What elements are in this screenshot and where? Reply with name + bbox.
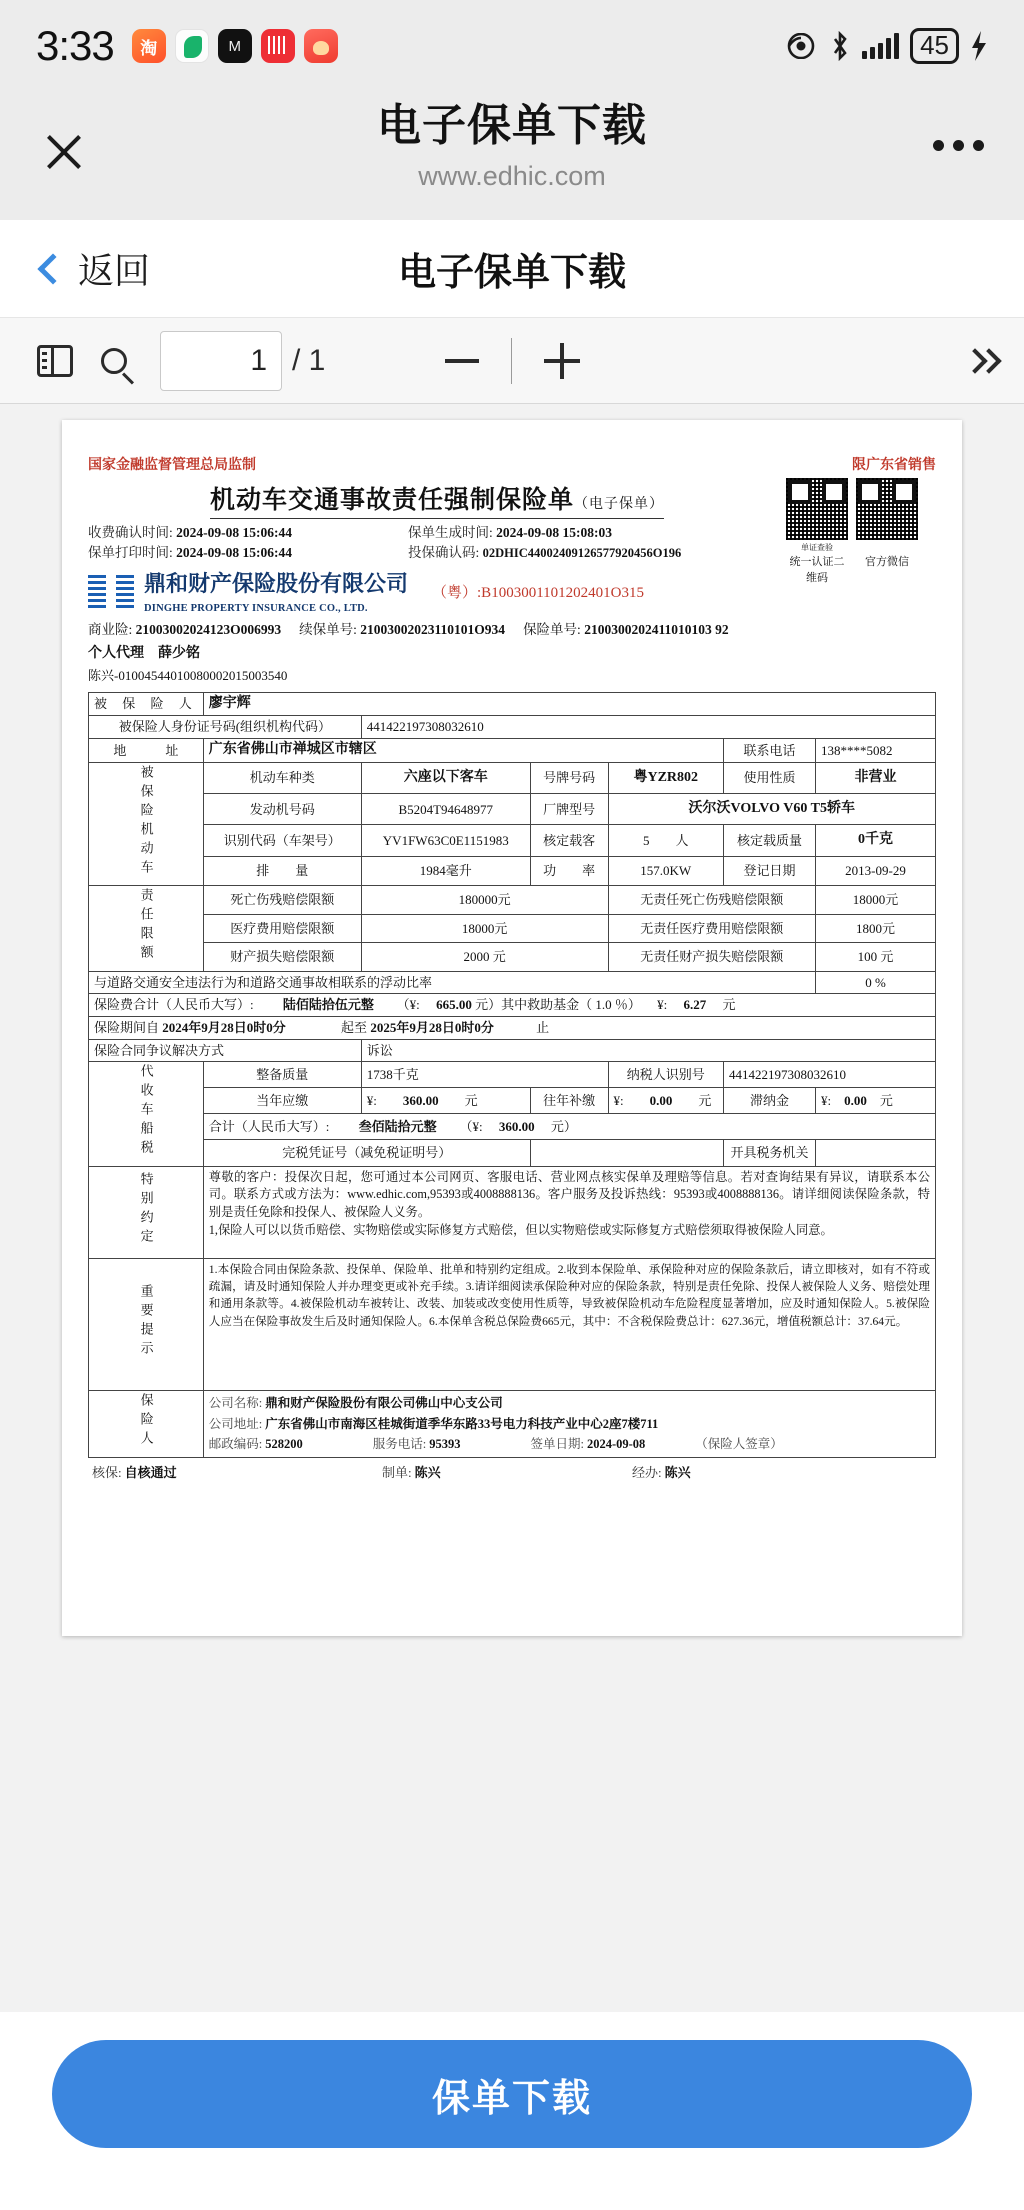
phone-value: 138****5082 [816,738,936,762]
company-logo-icon [88,574,134,608]
phone-label: 联系电话 [724,738,816,762]
underwrite-value: 自核通过 [124,1465,177,1481]
policy-label: 保险单号: [523,621,581,637]
usage-label: 使用性质 [724,762,816,793]
seats-value: 5 人 [608,825,724,856]
vehicle-type-value: 六座以下客车 [361,762,530,793]
model-value: 沃尔沃VOLVO V60 T5轿车 [608,794,936,825]
qr-codes [786,478,936,553]
table-row-period [89,1017,936,1040]
zoom-divider [511,338,512,384]
agent-row [88,642,786,662]
qr1-caption-small: 单证查验 [801,543,833,552]
document-title [210,480,664,519]
tax-total-label: 合计（人民币大写）: [208,1119,330,1135]
table-row-liability-2 [89,914,936,943]
tax-late-value: 0.00 [844,1093,867,1109]
table-row-dispute [89,1039,936,1062]
liability-group-label [89,886,204,972]
notice-group-label [89,1258,204,1390]
table-row-vehicle-3 [89,825,936,856]
document-header [88,454,936,689]
signal-icon [862,33,899,59]
underwrite-label: 核保: [92,1465,122,1481]
back-button[interactable] [42,243,150,294]
death-limit-nofault-value: 18000元 [816,886,936,915]
load-label: 核定载质量 [724,825,816,856]
insurer-content [203,1390,935,1458]
insured-name-value: 廖宇辉 [203,692,935,716]
vin-label: 识别代码（车架号） [203,825,361,856]
property-limit-nofault-value: 100 元 [816,943,936,972]
fund-amount: 6.27 [683,997,707,1013]
zoom-out-button[interactable] [445,359,479,363]
company-code: （粤）:B1003001101202401O315 [432,584,644,601]
tax-group-text: 代收车船税 [138,1064,154,1160]
notice-text: 1.本保险合同由保险条款、投保单、保险单、批单和特别约定组成。2.收到本保险单、承保险种对应的保险条款后，请立即核对，如有不符或疏漏，请及时通知保险人并办理变更或补充手续。3.请详细阅读承保险种对应的保险条款，特别是责任免除、投保人被保险人义务、赔偿处理和通用条款等。4.被保险机动车被转让、改装、加装或改变使用性质等，导致被保险机动车危险程度显著增加，应及时通知保险人。5.被保险人应当在保险事故发生后及时通知保险人。6.本保单含税总保险费665元，其中：不含税保险费总计：627.36元，增值税额总计：37.64元。 [208,1262,930,1328]
insurer-group-label [89,1390,204,1458]
document-title-wrap [88,480,786,519]
register-date-label: 登记日期 [724,856,816,886]
insured-name-label: 被 保 险 人 [89,692,204,716]
insurer-zip-label: 邮政编码: [208,1437,263,1452]
table-row-notice [89,1258,936,1390]
qr1-caption: 统一认证二维码 [789,556,845,584]
dispute-value: 诉讼 [361,1039,935,1062]
displacement-value: 1984毫升 [361,856,530,886]
premium-row [89,994,936,1017]
qr-code-image [786,478,848,540]
generate-value: 2024-09-08 15:08:03 [496,525,612,540]
premium-amount: 665.00 [436,997,472,1013]
tax-group-label [89,1062,204,1167]
death-limit-value: 180000元 [361,886,608,915]
agent-label: 个人代理 [88,645,144,661]
vin-value: YV1FW63C0E1151983 [361,825,530,856]
qr-unified-auth [786,478,848,553]
qr-code-image [856,478,918,540]
special-group-label [89,1166,204,1258]
fund-unit: 元 [722,997,736,1013]
page-subtitle-url: www.edhic.com [418,161,606,191]
commercial-label: 商业险: [88,621,133,637]
period-row [89,1017,936,1040]
tax-total-value: 360.00 [498,1119,535,1135]
document-footer [88,1462,936,1481]
web-header [0,92,1024,220]
table-row-vehicle-1 [89,762,936,793]
notice-group-text: 重要提示 [138,1283,154,1360]
vehicle-group-text: 被保险机动车 [138,764,154,879]
tax-late-symbol: ¥: [821,1093,832,1109]
commercial-value: 21003002024123O006993 [135,621,282,637]
page-total-label: / 1 [292,343,326,377]
death-limit-label: 死亡伤残赔偿限额 [203,886,361,915]
meta-row-1 [88,523,786,543]
table-row-tax-3 [89,1114,936,1140]
tax-total-unit: 元） [550,1119,577,1135]
meta-row-2 [88,543,786,563]
maker-label: 制单: [382,1465,412,1481]
nav-title: 电子保单下载 [397,252,626,294]
confirm-code-value: 02DHIC44002409126577920456O196 [482,546,682,561]
insurer-seal-note: （保险人签章） [695,1437,783,1452]
death-limit-nofault-label: 无责任死亡伤残赔偿限额 [608,886,816,915]
vehicle-type-label: 机动车种类 [203,762,361,793]
tax-total-words: 叁佰陆拾元整 [358,1119,437,1135]
displacement-label: 排 量 [203,856,361,886]
document-title-suffix: （电子保单） [574,497,664,512]
tax-authority-value [816,1140,936,1166]
table-row-tax-2 [89,1088,936,1114]
insurer-service-value: 95393 [429,1437,461,1452]
property-limit-nofault-label: 无责任财产损失赔偿限额 [608,943,816,972]
period-to-label: 起至 [341,1020,368,1036]
medical-limit-value: 18000元 [361,914,608,943]
tax-late-unit: 元 [879,1093,893,1109]
agent-code: 陈兴-01004544010080002015003540 [88,667,288,683]
insurer-group-text: 保险人 [138,1393,154,1451]
fee-confirm-value: 2024-09-08 15:06:44 [176,525,292,540]
charging-bolt-icon [970,31,988,61]
insurer-zip-value: 528200 [265,1437,303,1452]
tax-cert-label: 完税凭证号（减免税证明号） [203,1140,530,1166]
bottom-bar [0,2012,1024,2210]
tax-prev-amount [608,1088,724,1114]
pink-618-icon [304,29,338,63]
table-row-vehicle-2 [89,794,936,825]
table-row-tax-1 [89,1062,936,1088]
dispute-label: 保险合同争议解决方式 [89,1039,362,1062]
special-content [203,1166,935,1258]
power-value: 157.0KW [608,856,724,886]
medical-limit-nofault-label: 无责任医疗费用赔偿限额 [608,914,816,943]
weight-value: 1738千克 [361,1062,608,1088]
weight-label: 整备质量 [203,1062,361,1088]
maker-value: 陈兴 [414,1465,441,1481]
status-bar [0,0,1024,92]
tax-current-label: 当年应缴 [203,1088,361,1114]
fund-symbol: ¥: [657,997,668,1013]
table-row-liability-1 [89,886,936,915]
pdf-toolbar [0,318,1024,404]
register-date-value: 2013-09-29 [816,856,936,886]
table-row-insured-name [89,692,936,716]
address-value: 广东省佛山市禅城区市辖区 [203,738,723,762]
insurer-service-label: 服务电话: [372,1437,427,1452]
search-button[interactable] [84,332,142,390]
generate-label: 保单生成时间: [408,525,493,540]
premium-symbol: （¥: [403,997,420,1013]
company-logo-row [88,567,786,616]
tax-prev-label: 往年补缴 [530,1088,608,1114]
seats-label: 核定载客 [530,825,608,856]
tax-current-value: 360.00 [402,1093,439,1109]
tax-total-symbol: （¥: [465,1119,483,1135]
renewal-label: 续保单号: [299,621,357,637]
zoom-controls [0,338,1024,384]
premium-in-words: 陆佰陆拾伍元整 [282,997,374,1013]
tax-cert-value [530,1140,723,1166]
insurer-signdate-value: 2024-09-08 [586,1437,646,1452]
insurer-company-value: 鼎和财产保险股份有限公司佛山中心支公司 [265,1395,503,1410]
print-value: 2024-09-08 15:06:44 [176,545,292,561]
policy-numbers-row [88,618,786,638]
tax-current-unit: 元 [464,1093,478,1109]
table-row-float-rate [89,971,936,994]
sidebar-toggle-icon [37,345,73,377]
company-name-cn: 鼎和财产保险股份有限公司 [144,570,409,596]
print-label: 保单打印时间: [88,545,173,561]
qr2-caption: 官方微信 [865,556,909,568]
battery-icon: 45 [910,28,959,63]
property-limit-value: 2000 元 [361,943,608,972]
bluetooth-icon [829,31,851,61]
table-row-insurer [89,1390,936,1458]
taobao-icon [132,29,166,63]
more-dots-icon[interactable] [933,140,984,151]
vehicle-group-label [89,762,204,886]
special-group-text: 特别约定 [138,1171,154,1248]
address-label: 地 址 [89,738,204,762]
medical-limit-nofault-value: 1800元 [816,914,936,943]
black-m-icon [218,29,252,63]
download-policy-button[interactable]: 保单下载 [52,2040,972,2148]
status-time: 3:33 [36,22,114,69]
policy-document [88,454,936,1481]
float-rate-label: 与道路交通安全违法行为和道路交通事故相联系的浮动比率 [89,971,816,994]
plate-label: 号牌号码 [530,762,608,793]
handler-label: 经办: [632,1465,662,1481]
close-icon[interactable] [38,126,90,178]
table-row-liability-3 [89,943,936,972]
table-row-address [89,738,936,762]
period-from-value: 2024年9月28日0时0分 [162,1020,286,1036]
green-leaf-icon [175,29,209,63]
taxid-label: 纳税人识别号 [608,1062,724,1088]
plate-value: 粤YZR802 [608,762,724,793]
tax-late-amount [816,1088,936,1114]
confirm-code-label: 投保确认码: [408,545,480,561]
liability-group-text: 责任限额 [138,888,154,965]
insurer-signdate-label: 签单日期: [530,1437,584,1452]
property-limit-label: 财产损失赔偿限额 [203,943,361,972]
zoom-in-button[interactable] [544,343,580,379]
insurer-contact-row [209,1434,930,1455]
float-rate-value: 0 % [816,971,936,994]
status-right-icons [784,28,988,63]
special-text-1: 尊敬的客户：投保次日起，您可通过本公司网页、客服电话、营业网点核实保单及理赔等信息。若对查询结果有异议，请联系本公司。联系方式或方法为：www.edhic.com,95393或4008888136。客户服务及投诉热线：95393或4008888136。请详细阅读保险条款，特别是责任免除和投保人、被保险人义务。 [208,1169,930,1220]
tax-current-symbol: ¥: [366,1093,377,1109]
premium-unit: 元）其中救助基金（ 1.0 ％） [475,997,641,1013]
pdf-viewer[interactable] [0,404,1024,2012]
taxid-value: 441422197308032610 [724,1062,936,1088]
document-title-text: 机动车交通事故责任强制保险单 [209,487,574,514]
agent-name: 薛少铭 [158,645,200,661]
table-row-special [89,1166,936,1258]
insurer-company-row [209,1393,930,1414]
model-label: 厂牌型号 [530,794,608,825]
policy-table [88,692,936,1459]
premium-label: 保险费合计（人民币大写）: [94,997,254,1013]
fee-confirm-label: 收费确认时间: [88,525,173,540]
search-icon [101,348,127,374]
table-row-premium [89,994,936,1017]
regulator-label: 国家金融监督管理总局监制 [88,458,256,473]
load-value: 0千克 [816,825,936,856]
insurer-company-label: 公司名称: [208,1395,263,1410]
engine-value: B5204T94648977 [361,794,530,825]
tax-late-label: 滞纳金 [724,1088,816,1114]
table-row-vehicle-4 [89,856,936,886]
page-number-input[interactable]: 1 [160,331,282,391]
period-to-value: 2025年9月28日0时0分 [370,1020,494,1036]
tax-current-amount [361,1088,530,1114]
sidebar-toggle-button[interactable] [26,332,84,390]
insured-id-value: 441422197308032610 [361,716,935,739]
tax-authority-label: 开具税务机关 [724,1140,816,1166]
medical-limit-label: 医疗费用赔偿限额 [203,914,361,943]
period-end-label: 止 [536,1020,550,1036]
renewal-value: 21003002023110101O934 [360,621,506,637]
page-title: 电子保单下载 [377,101,647,150]
qr-official-wechat [856,478,918,553]
back-label: 返回 [78,250,151,291]
insurer-address-label: 公司地址: [208,1416,263,1431]
table-row-tax-4 [89,1140,936,1166]
double-chevron-right-icon[interactable] [966,352,998,370]
company-name-en: DINGHE PROPERTY INSURANCE CO., LTD. [144,602,368,614]
policy-value: 2100300202411010103 92 [584,621,729,637]
red-music-icon [261,29,295,63]
notice-content [203,1258,935,1390]
special-text-2: 1,保险人可以以货币赔偿、实物赔偿或实际修复方式赔偿，但以实物赔偿或实际修复方式赔偿须取得被保险人同意。 [208,1223,833,1238]
tax-prev-symbol: ¥: [613,1093,624,1109]
pdf-page [62,420,962,1636]
eye-care-icon [784,33,818,59]
handler-value: 陈兴 [664,1465,691,1481]
insured-id-label: 被保险人身份证号码(组织机构代码） [89,716,362,739]
insurer-address-row [209,1414,930,1435]
table-row-insured-id [89,716,936,739]
status-app-icons [132,29,338,63]
insurer-address-value: 广东省佛山市南海区桂城街道季华东路33号电力科技产业中心2座7楼711 [265,1416,659,1431]
province-limit-label: 限广东省销售 [852,458,936,473]
power-label: 功 率 [530,856,608,886]
period-from-label: 保险期间自 [94,1020,160,1036]
nav-bar [0,220,1024,318]
tax-prev-value: 0.00 [649,1093,673,1109]
tax-total-row [203,1114,935,1140]
tax-prev-unit: 元 [698,1093,712,1109]
chevron-left-icon [37,253,68,284]
usage-value: 非营业 [816,762,936,793]
engine-label: 发动机号码 [203,794,361,825]
